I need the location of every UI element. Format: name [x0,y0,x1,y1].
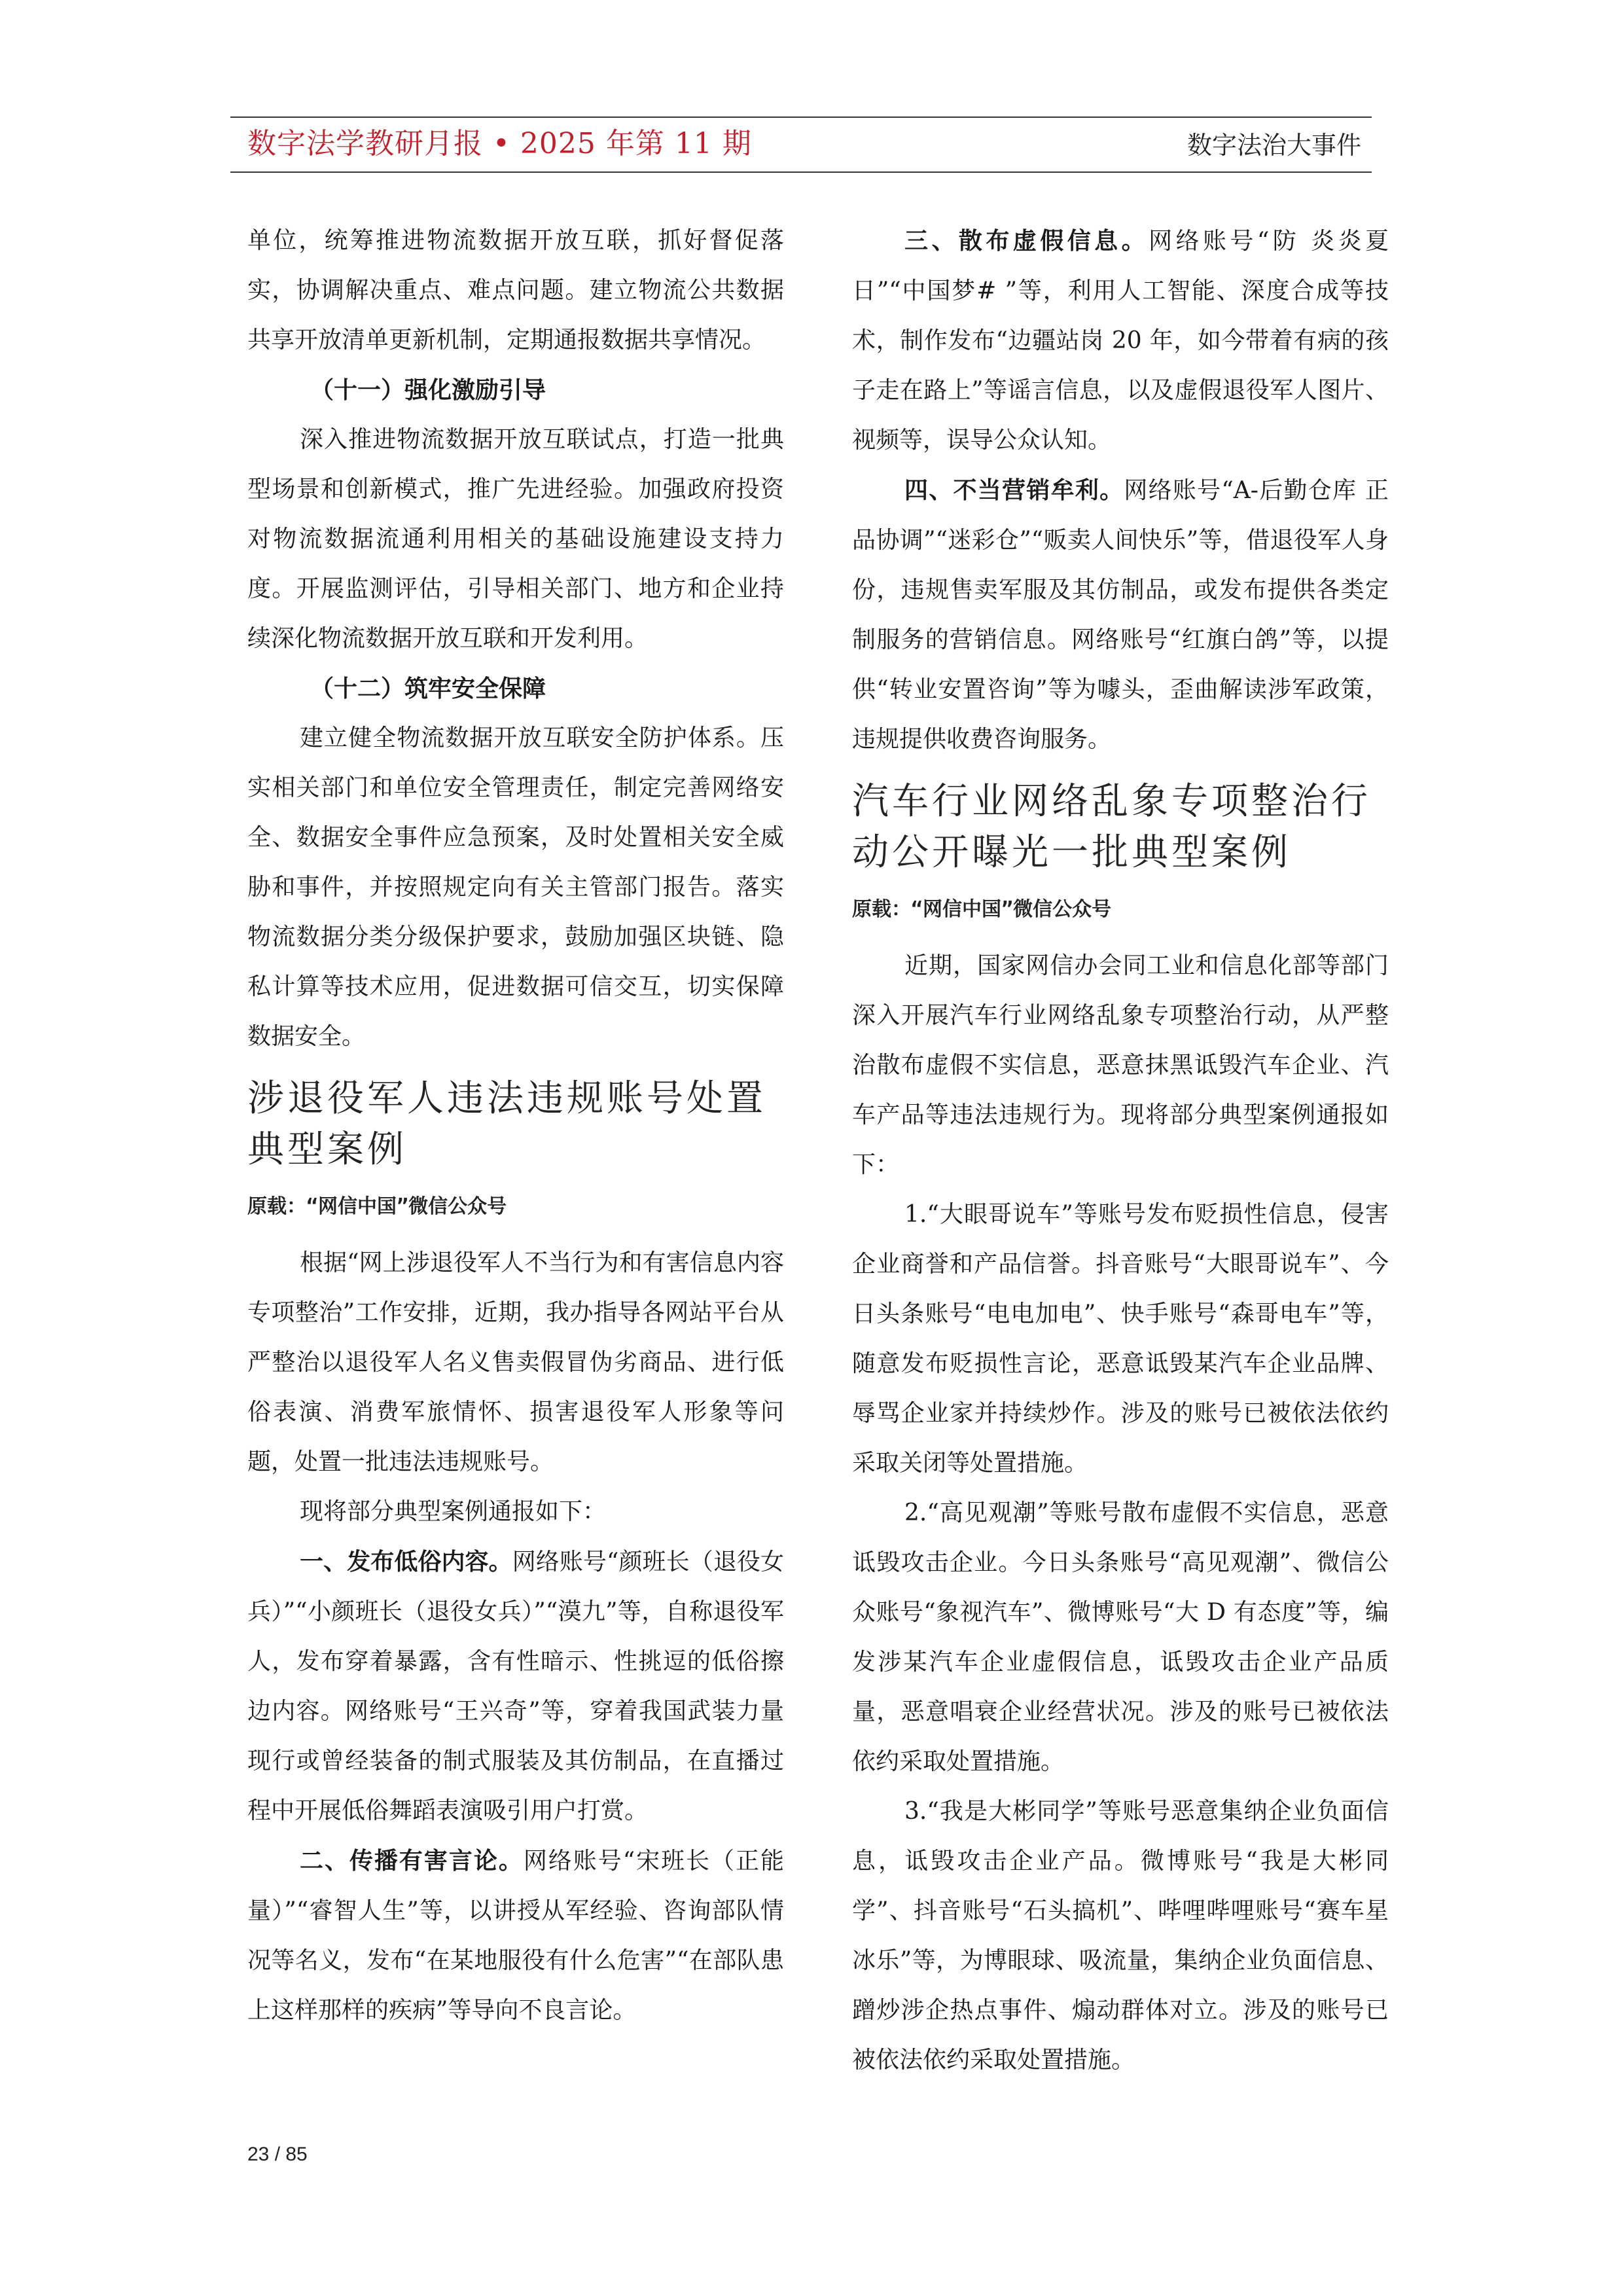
case-body: 网络账号“宋班长（正能量）”“睿智人生”等，以讲授从军经验、咨询部队情况等名义，发布“在某地服役有什么危害”“在部队患上这样那样的疾病”等导向不良言论。 [247,1848,784,2024]
case-paragraph: 3.“我是大彬同学”等账号恶意集纳企业负面信息，诋毁攻击企业产品。微博账号“我是大彬同学”、抖音账号“石头搞机”、哔哩哔哩账号“赛车星冰乐”等，为博眼球、吸流量，集纳企业负面信息、蹭炒涉企热点事件、煽动群体对立。涉及的账号已被依法依约采取处置措施。 [852,1798,1389,2073]
case-paragraph: 2.“高见观潮”等账号散布虚假不实信息，恶意诋毁攻击企业。今日头条账号“高见观潮”、微信公众账号“象视汽车”、微博账号“大 D 有态度”等，编发涉某汽车企业虚假信息，诋毁攻击企业产品质量，恶意唱衰企业经营状况。涉及的账号已被依法依约采取处置措施。 [852,1499,1389,1775]
paragraph: 深入推进物流数据开放互联试点，打造一批典型场景和创新模式，推广先进经验。加强政府投资对物流数据流通利用相关的基础设施建设支持力度。开展监测评估，引导相关部门、地方和企业持续深化物流数据开放互联和开发利用。 [247,426,784,652]
paragraph: 单位，统筹推进物流数据开放互联，抓好督促落实，协调解决重点、难点问题。建立物流公共数据共享开放清单更新机制，定期通报数据共享情况。 [247,227,784,353]
case-paragraph [247,1537,784,1836]
case-paragraph [852,465,1389,764]
paragraph: 近期，国家网信办会同工业和信息化部等部门深入开展汽车行业网络乱象专项整治行动，从严整治散布虚假不实信息，恶意抹黑诋毁汽车企业、汽车产品等违法违规行为。现将部分典型案例通报如下： [852,952,1389,1178]
case-body: 网络账号“A-后勤仓库 正品协调”“迷彩仓”“贩卖人间快乐”等，借退役军人身份，违规售卖军服及其仿制品，或发布提供各类定制服务的营销信息。网络账号“红旗白鸽”等，以提供“转业安置咨询”等为噱头，歪曲解读涉军政策，违规提供收费咨询服务。 [852,477,1389,753]
paragraph: 现将部分典型案例通报如下： [300,1498,607,1525]
case-body: 网络账号“防 炎炎夏日”“中国梦# ”等，利用人工智能、深度合成等技术，制作发布“边疆站岗 20 年，如今带着有病的孩子走在路上”等谣言信息，以及虚假退役军人图片、视频等，误导公众认知。 [852,228,1389,454]
article-title: 汽车行业网络乱象专项整治行动公开曝光一批典型案例 [852,780,1371,874]
case-body: 网络账号“颜班长（退役女兵）”“小颜班长（退役女兵）”“漠九”等，自称退役军人，发布穿着暴露，含有性暗示、性挑逗的低俗擦边内容。网络账号“王兴奇”等，穿着我国武装力量现行或曾经装备的制式服装及其仿制品，在直播过程中开展低俗舞蹈表演吸引用户打赏。 [247,1549,784,1824]
case-heading: 三、散布虚假信息。 [904,227,1149,255]
case-paragraph: 1.“大眼哥说车”等账号发布贬损性信息，侵害企业商誉和产品信誉。抖音账号“大眼哥说车”、今日头条账号“电电加电”、快手账号“森哥电车”等，随意发布贬损性言论，恶意诋毁某汽车企业品牌、辱骂企业家并持续炒作。涉及的账号已被依法依约采取关闭等处置措施。 [852,1201,1389,1477]
left-column [247,216,784,2036]
journal-title: 数字法学教研月报 • 2025 年第 11 期 [247,127,752,160]
paragraph: 建立健全物流数据开放互联安全防护体系。压实相关部门和单位安全管理责任，制定完善网络安全、数据安全事件应急预案，及时处置相关安全威胁和事件，并按照规定向有关主管部门报告。落实物流数据分类分级保护要求，鼓励加强区块链、隐私计算等技术应用，促进数据可信交互，切实保障数据安全。 [247,725,784,1050]
page-number: 23 / 85 [247,2144,308,2165]
article-title: 涉退役军人违法违规账号处置典型案例 [247,1077,766,1171]
article-source: 原载：“网信中国”微信公众号 [247,1195,507,1218]
case-paragraph [852,216,1389,465]
paragraph: 根据“网上涉退役军人不当行为和有害信息内容专项整治”工作安排，近期，我办指导各网站平台从严整治以退役军人名义售卖假冒伪劣商品、进行低俗表演、消费军旅情怀、损害退役军人形象等问题，处置一批违法违规账号。 [247,1249,784,1475]
header-top-rule [230,117,1372,118]
subheading: （十二）筑牢安全保障 [310,675,546,702]
header-bottom-rule [230,171,1372,173]
case-heading: 一、发布低俗内容。 [300,1548,512,1575]
section-name: 数字法治大事件 [1186,131,1361,160]
case-heading: 二、传播有害言论。 [300,1847,524,1874]
article-source: 原载：“网信中国”微信公众号 [852,898,1112,921]
right-column [852,216,1389,2085]
subheading: （十一）强化激励引导 [310,376,546,404]
case-paragraph [247,1836,784,2036]
case-heading: 四、不当营销牟利。 [904,476,1124,504]
